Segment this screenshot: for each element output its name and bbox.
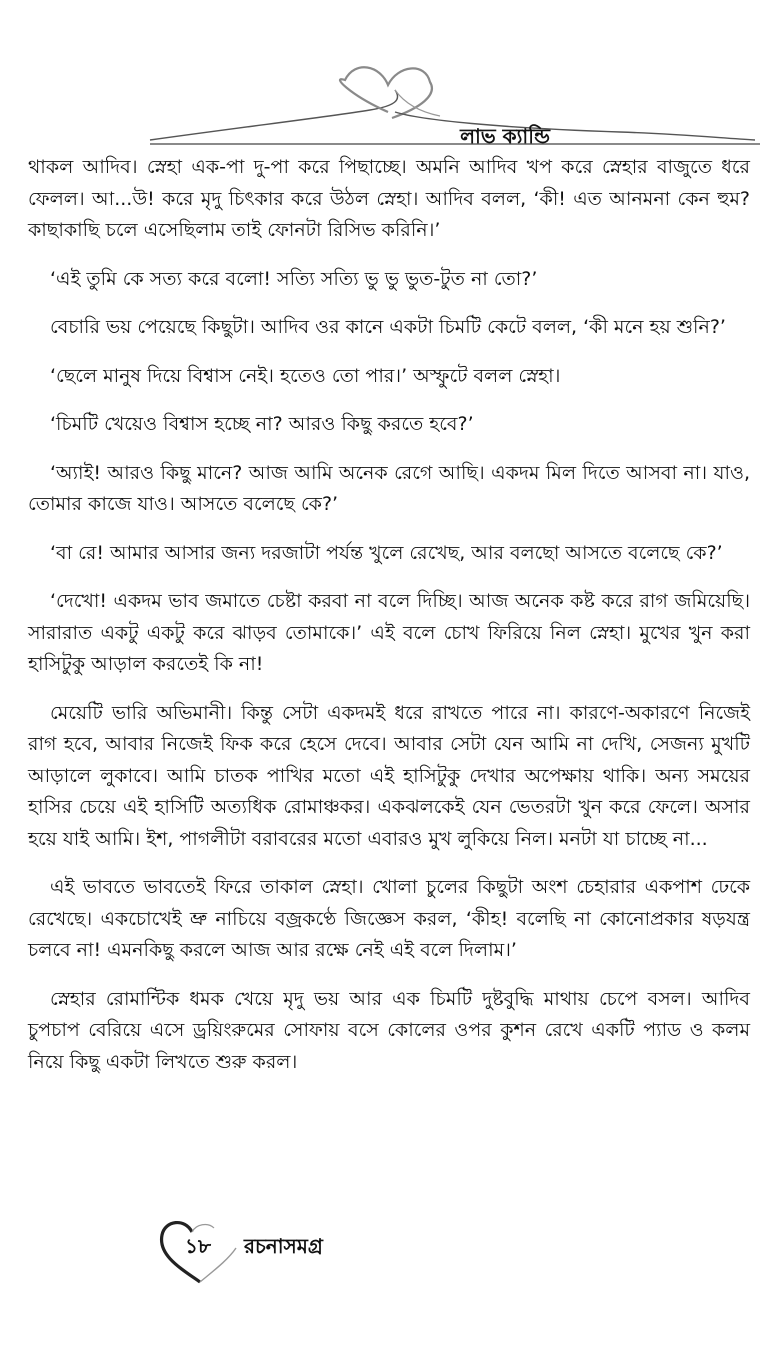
paragraph-3: বেচারি ভয় পেয়েছে কিছুটা। আদিব ওর কানে একটা চিমটি কেটে বলল, ‘কী মনে হয় শুনি?’ <box>50 316 726 338</box>
paragraph-11: স্নেহার রোমান্টিক ধমক খেয়ে মৃদু ভয় আর এক চিমটি দুষ্টবুদ্ধি মাথায় চেপে বসল। আদিব চুপচাপ বেরিয়ে এসে ড্রয়িংরুমের সোফায় বসে কোলের ওপর কুশন রেখে একটি প্যাড ও কলম নিয়ে কিছু একটা লিখতে শুরু করল। <box>28 987 750 1073</box>
running-title: লাভ ক্যান্ডি <box>460 124 550 148</box>
paragraph-5: ‘চিমটি খেয়েও বিশ্বাস হচ্ছে না? আরও কিছু করতে হবে?’ <box>50 413 474 435</box>
paragraph-4: ‘ছেলে মানুষ দিয়ে বিশ্বাস নেই। হতেও তো পার।’ অস্ফুটে বলল স্নেহা। <box>50 364 561 387</box>
heart-flourish-icon <box>0 0 779 150</box>
paragraph-9: মেয়েটি ভারি অভিমানী। কিন্তু সেটা একদমই ধরে রাখতে পারে না। কারণে-অকারণে নিজেই রাগ হবে, আবার নিজেই ফিক করে হেসে দেবে। আবার সেটা যেন আমি না দেখি, সেজন্য মুখটি আড়ালে লুকাবে। আমি চাতক পাখির মতো এই হাসিটুকু দেখার অপেক্ষায় থাকি। অন্য সময়ের হাসির চেয়ে এই হাসিটি অত্যধিক রোমাঞ্চকর। একঝলকেই যেন ভেতরটা খুন করে ফেলে। অসার হয়ে যাই আমি। ইশ, পাগলীটা বরাবরের মতো এবারও মুখ লুকিয়ে নিল। মনটা যা চাচ্ছে না... <box>28 701 750 850</box>
paragraph-10: এই ভাবতে ভাবতেই ফিরে তাকাল স্নেহা। খোলা চুলের কিছুটা অংশ চেহারার একপাশ ঢেকে রেখেছে। একচোখেই ভ্রু নাচিয়ে বজ্রকণ্ঠে জিজ্ঞেস করল, ‘কীহ! বলেছি না কোনোপ্রকার ষড়যন্ত্র চলবে না! এমনকিছু করলে আজ আর রক্ষে নেই এই বলে দিলাম।’ <box>28 876 750 961</box>
paragraph-1: থাকল আদিব। স্নেহা এক-পা দু-পা করে পিছাচ্ছে। অমনি আদিব খপ করে স্নেহার বাজুতে ধরে ফেলল। আ...উ! করে মৃদু চিৎকার করে উঠল স্নেহা। আদিব বলল, ‘কী! এত আনমনা কেন হুম? কাছাকাছি চলে এসেছিলাম তাই ফোনটা রিসিভ করিনি।’ <box>28 156 750 241</box>
paragraph-8: ‘দেখো! একদম ভাব জমাতে চেষ্টা করবা না বলে দিচ্ছি। আজ অনেক কষ্ট করে রাগ জমিয়েছি। সারারাত একটু একটু করে ঝাড়ব তোমাকে।’ এই বলে চোখ ফিরিয়ে নিল স্নেহা। মুখের খুন করা হাসিটুকু আড়াল করতেই কি না! <box>28 590 750 675</box>
page-number: ১৮ <box>185 1234 211 1258</box>
body-text <box>28 152 750 1095</box>
paragraph-2: ‘এই তুমি কে সত্য করে বলো! সত্যি সত্যি ভু ভু ভুত-টুত না তো?’ <box>50 267 538 290</box>
paragraph-7: ‘বা রে! আমার আসার জন্য দরজাটা পর্যন্ত খুলে রেখেছ, আর বলছো আসতে বলেছে কে?’ <box>50 541 723 564</box>
book-title: রচনাসমগ্র <box>244 1234 323 1258</box>
paragraph-6: ‘অ্যাই! আরও কিছু মানে? আজ আমি অনেক রেগে আছি। একদম মিল দিতে আসবা না। যাও, তোমার কাজে যাও। আসতে বলেছে কে?’ <box>28 461 750 515</box>
